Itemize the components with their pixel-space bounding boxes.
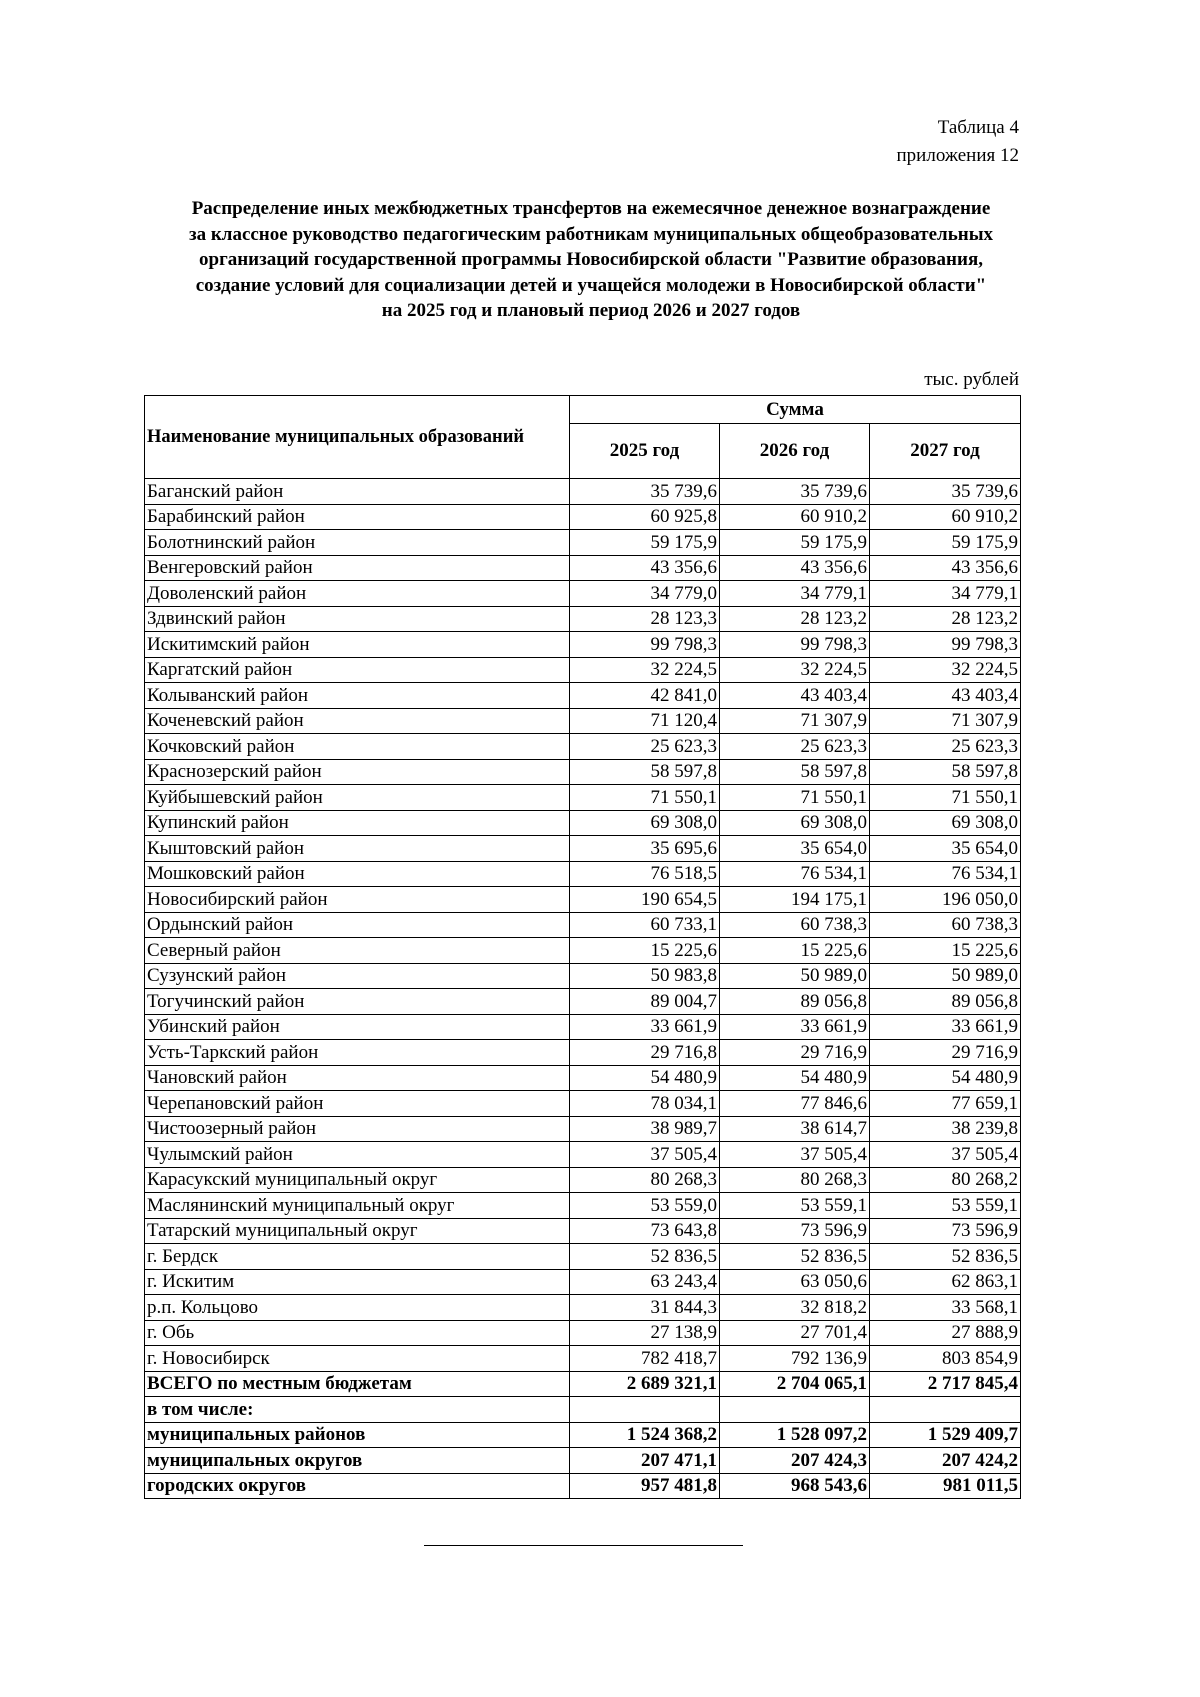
amount-cell: 43 403,4	[870, 683, 1021, 709]
amount-cell: 37 505,4	[870, 1142, 1021, 1168]
amount-cell: 196 050,0	[870, 887, 1021, 913]
table-row	[145, 861, 1021, 887]
document-title	[140, 196, 1042, 324]
table-body	[145, 479, 1021, 1499]
amount-cell: 25 623,3	[570, 734, 720, 760]
amount-cell: 32 224,5	[570, 657, 720, 683]
table-row	[145, 1473, 1021, 1499]
municipality-name-cell: Болотнинский район	[145, 530, 570, 556]
municipality-name-cell: Купинский район	[145, 810, 570, 836]
table-row	[145, 479, 1021, 505]
amount-cell: 89 056,8	[870, 989, 1021, 1015]
amount-cell: 981 011,5	[870, 1473, 1021, 1499]
amount-cell: 25 623,3	[720, 734, 870, 760]
amount-cell: 207 424,3	[720, 1448, 870, 1474]
table-row	[145, 708, 1021, 734]
amount-cell: 968 543,6	[720, 1473, 870, 1499]
title-line: организаций государственной программы Новосибирской области "Развитие образования,	[199, 249, 983, 270]
municipality-name-cell: муниципальных районов	[145, 1422, 570, 1448]
amount-cell: 782 418,7	[570, 1346, 720, 1372]
amount-cell: 34 779,1	[720, 581, 870, 607]
amount-cell: 43 403,4	[720, 683, 870, 709]
table-number: Таблица 4	[937, 117, 1019, 138]
amount-cell: 42 841,0	[570, 683, 720, 709]
amount-cell: 54 480,9	[870, 1065, 1021, 1091]
amount-cell: 803 854,9	[870, 1346, 1021, 1372]
table-row	[145, 606, 1021, 632]
amount-cell: 76 534,1	[720, 861, 870, 887]
amount-cell: 792 136,9	[720, 1346, 870, 1372]
amount-cell: 52 836,5	[870, 1244, 1021, 1270]
table-row	[145, 632, 1021, 658]
amount-cell: 69 308,0	[870, 810, 1021, 836]
amount-cell: 52 836,5	[570, 1244, 720, 1270]
amount-cell: 77 846,6	[720, 1091, 870, 1117]
table-row	[145, 759, 1021, 785]
municipality-name-cell: Доволенский район	[145, 581, 570, 607]
table-row	[145, 734, 1021, 760]
amount-cell: 50 983,8	[570, 963, 720, 989]
municipality-name-cell: Новосибирский район	[145, 887, 570, 913]
amount-cell: 59 175,9	[870, 530, 1021, 556]
table-row	[145, 530, 1021, 556]
amount-cell: 38 614,7	[720, 1116, 870, 1142]
amount-cell: 38 239,8	[870, 1116, 1021, 1142]
municipality-column-header: Наименование муниципальных образований	[145, 396, 570, 479]
amount-cell: 89 056,8	[720, 989, 870, 1015]
amount-cell	[570, 1397, 720, 1423]
amount-cell: 32 224,5	[720, 657, 870, 683]
municipality-name-cell: Северный район	[145, 938, 570, 964]
amount-cell: 28 123,3	[570, 606, 720, 632]
amount-cell: 58 597,8	[720, 759, 870, 785]
amount-cell: 53 559,1	[870, 1193, 1021, 1219]
table-row	[145, 1422, 1021, 1448]
table-row	[145, 1091, 1021, 1117]
municipality-name-cell: Мошковский район	[145, 861, 570, 887]
table-row	[145, 683, 1021, 709]
table-row	[145, 581, 1021, 607]
municipality-name-cell: Усть-Таркский район	[145, 1040, 570, 1066]
amount-cell: 54 480,9	[570, 1065, 720, 1091]
table-row	[145, 1269, 1021, 1295]
table-row	[145, 504, 1021, 530]
amount-cell: 78 034,1	[570, 1091, 720, 1117]
amount-cell: 33 568,1	[870, 1295, 1021, 1321]
amount-cell: 207 471,1	[570, 1448, 720, 1474]
amount-cell: 32 224,5	[870, 657, 1021, 683]
table-row	[145, 887, 1021, 913]
amount-cell: 73 596,9	[870, 1218, 1021, 1244]
amount-cell: 43 356,6	[720, 555, 870, 581]
year-column-header: 2027 год	[870, 424, 1021, 479]
table-row	[145, 1014, 1021, 1040]
table-row	[145, 810, 1021, 836]
municipality-name-cell: Куйбышевский район	[145, 785, 570, 811]
municipality-name-cell: Венгеровский район	[145, 555, 570, 581]
municipality-name-cell: Чулымский район	[145, 1142, 570, 1168]
table-row	[145, 989, 1021, 1015]
amount-cell: 53 559,0	[570, 1193, 720, 1219]
annex-reference: приложения 12	[896, 145, 1019, 166]
municipality-name-cell: г. Обь	[145, 1320, 570, 1346]
municipality-name-cell: р.п. Кольцово	[145, 1295, 570, 1321]
amount-cell: 207 424,2	[870, 1448, 1021, 1474]
municipality-name-cell: Тогучинский район	[145, 989, 570, 1015]
transfers-table	[144, 395, 1021, 1499]
amount-cell: 53 559,1	[720, 1193, 870, 1219]
title-line: на 2025 год и плановый период 2026 и 2027 годов	[381, 300, 801, 321]
amount-cell	[870, 1397, 1021, 1423]
table-row	[145, 555, 1021, 581]
amount-cell: 34 779,1	[870, 581, 1021, 607]
municipality-name-cell: Маслянинский муниципальный округ	[145, 1193, 570, 1219]
municipality-name-cell: Чановский район	[145, 1065, 570, 1091]
municipality-name-cell: Сузунский район	[145, 963, 570, 989]
table-row	[145, 938, 1021, 964]
sum-column-header: Сумма	[570, 396, 1021, 424]
amount-cell: 32 818,2	[720, 1295, 870, 1321]
amount-cell: 76 534,1	[870, 861, 1021, 887]
table-row	[145, 1167, 1021, 1193]
amount-cell: 35 739,6	[870, 479, 1021, 505]
table-row	[145, 963, 1021, 989]
amount-cell: 2 689 321,1	[570, 1371, 720, 1397]
table-row	[145, 785, 1021, 811]
municipality-name-cell: Барабинский район	[145, 504, 570, 530]
units-label: тыс. рублей	[924, 369, 1019, 390]
municipality-name-cell: Баганский район	[145, 479, 570, 505]
table-header	[145, 396, 1021, 479]
table-row	[145, 1065, 1021, 1091]
table-row	[145, 1397, 1021, 1423]
amount-cell: 99 798,3	[720, 632, 870, 658]
amount-cell: 1 528 097,2	[720, 1422, 870, 1448]
amount-cell: 2 704 065,1	[720, 1371, 870, 1397]
amount-cell: 59 175,9	[570, 530, 720, 556]
amount-cell: 60 738,3	[870, 912, 1021, 938]
municipality-name-cell: Колыванский район	[145, 683, 570, 709]
table-row	[145, 1116, 1021, 1142]
amount-cell: 71 550,1	[720, 785, 870, 811]
table-row	[145, 1040, 1021, 1066]
amount-cell: 34 779,0	[570, 581, 720, 607]
amount-cell: 80 268,2	[870, 1167, 1021, 1193]
amount-cell: 190 654,5	[570, 887, 720, 913]
amount-cell: 2 717 845,4	[870, 1371, 1021, 1397]
amount-cell: 71 120,4	[570, 708, 720, 734]
amount-cell: 58 597,8	[570, 759, 720, 785]
municipality-name-cell: Кочковский район	[145, 734, 570, 760]
amount-cell: 27 888,9	[870, 1320, 1021, 1346]
municipality-name-cell: г. Новосибирск	[145, 1346, 570, 1372]
amount-cell: 69 308,0	[570, 810, 720, 836]
amount-cell: 35 654,0	[870, 836, 1021, 862]
amount-cell: 35 739,6	[720, 479, 870, 505]
amount-cell: 1 524 368,2	[570, 1422, 720, 1448]
amount-cell: 76 518,5	[570, 861, 720, 887]
amount-cell: 54 480,9	[720, 1065, 870, 1091]
municipality-name-cell: городских округов	[145, 1473, 570, 1499]
amount-cell: 33 661,9	[570, 1014, 720, 1040]
amount-cell: 27 138,9	[570, 1320, 720, 1346]
amount-cell: 60 910,2	[720, 504, 870, 530]
municipality-name-cell: Здвинский район	[145, 606, 570, 632]
municipality-name-cell: Ордынский район	[145, 912, 570, 938]
municipality-name-cell: ВСЕГО по местным бюджетам	[145, 1371, 570, 1397]
amount-cell: 60 925,8	[570, 504, 720, 530]
amount-cell: 43 356,6	[870, 555, 1021, 581]
table-row	[145, 1142, 1021, 1168]
amount-cell: 35 654,0	[720, 836, 870, 862]
amount-cell: 60 738,3	[720, 912, 870, 938]
title-line: создание условий для социализации детей и учащейся молодежи в Новосибирской области"	[195, 274, 987, 296]
amount-cell: 80 268,3	[570, 1167, 720, 1193]
table-row	[145, 912, 1021, 938]
amount-cell: 29 716,8	[570, 1040, 720, 1066]
amount-cell: 58 597,8	[870, 759, 1021, 785]
amount-cell: 35 739,6	[570, 479, 720, 505]
amount-cell: 62 863,1	[870, 1269, 1021, 1295]
municipality-name-cell: Карасукский муниципальный округ	[145, 1167, 570, 1193]
amount-cell: 15 225,6	[570, 938, 720, 964]
amount-cell: 37 505,4	[570, 1142, 720, 1168]
amount-cell: 1 529 409,7	[870, 1422, 1021, 1448]
amount-cell: 38 989,7	[570, 1116, 720, 1142]
amount-cell	[720, 1397, 870, 1423]
amount-cell: 29 716,9	[870, 1040, 1021, 1066]
municipality-name-cell: Черепановский район	[145, 1091, 570, 1117]
amount-cell: 50 989,0	[720, 963, 870, 989]
year-column-header: 2025 год	[570, 424, 720, 479]
amount-cell: 59 175,9	[720, 530, 870, 556]
table-row	[145, 836, 1021, 862]
amount-cell: 80 268,3	[720, 1167, 870, 1193]
municipality-name-cell: Краснозерский район	[145, 759, 570, 785]
amount-cell: 71 550,1	[870, 785, 1021, 811]
amount-cell: 52 836,5	[720, 1244, 870, 1270]
amount-cell: 28 123,2	[720, 606, 870, 632]
table-row	[145, 1448, 1021, 1474]
municipality-name-cell: Искитимский район	[145, 632, 570, 658]
amount-cell: 50 989,0	[870, 963, 1021, 989]
amount-cell: 37 505,4	[720, 1142, 870, 1168]
year-column-header: 2026 год	[720, 424, 870, 479]
municipality-name-cell: г. Искитим	[145, 1269, 570, 1295]
amount-cell: 71 307,9	[870, 708, 1021, 734]
table-row	[145, 1320, 1021, 1346]
municipality-name-cell: Кыштовский район	[145, 836, 570, 862]
amount-cell: 957 481,8	[570, 1473, 720, 1499]
amount-cell: 27 701,4	[720, 1320, 870, 1346]
title-line: за классное руководство педагогическим работникам муниципальных общеобразовательных	[188, 223, 994, 245]
municipality-name-cell: Убинский район	[145, 1014, 570, 1040]
amount-cell: 33 661,9	[720, 1014, 870, 1040]
end-separator-line	[424, 1545, 743, 1546]
amount-cell: 33 661,9	[870, 1014, 1021, 1040]
amount-cell: 69 308,0	[720, 810, 870, 836]
amount-cell: 28 123,2	[870, 606, 1021, 632]
municipality-name-cell: Каргатский район	[145, 657, 570, 683]
amount-cell: 60 910,2	[870, 504, 1021, 530]
amount-cell: 29 716,9	[720, 1040, 870, 1066]
amount-cell: 43 356,6	[570, 555, 720, 581]
amount-cell: 35 695,6	[570, 836, 720, 862]
table-row	[145, 1295, 1021, 1321]
table-row	[145, 657, 1021, 683]
table-row	[145, 1346, 1021, 1372]
municipality-name-cell: Татарский муниципальный округ	[145, 1218, 570, 1244]
amount-cell: 63 243,4	[570, 1269, 720, 1295]
amount-cell: 25 623,3	[870, 734, 1021, 760]
amount-cell: 60 733,1	[570, 912, 720, 938]
amount-cell: 73 643,8	[570, 1218, 720, 1244]
amount-cell: 73 596,9	[720, 1218, 870, 1244]
amount-cell: 71 307,9	[720, 708, 870, 734]
amount-cell: 99 798,3	[870, 632, 1021, 658]
amount-cell: 31 844,3	[570, 1295, 720, 1321]
table-row	[145, 1218, 1021, 1244]
amount-cell: 71 550,1	[570, 785, 720, 811]
amount-cell: 15 225,6	[720, 938, 870, 964]
table-row	[145, 1244, 1021, 1270]
amount-cell: 77 659,1	[870, 1091, 1021, 1117]
amount-cell: 89 004,7	[570, 989, 720, 1015]
municipality-name-cell: муниципальных округов	[145, 1448, 570, 1474]
municipality-name-cell: Коченевский район	[145, 708, 570, 734]
municipality-name-cell: Чистоозерный район	[145, 1116, 570, 1142]
amount-cell: 194 175,1	[720, 887, 870, 913]
amount-cell: 15 225,6	[870, 938, 1021, 964]
amount-cell: 63 050,6	[720, 1269, 870, 1295]
table-row	[145, 1193, 1021, 1219]
amount-cell: 99 798,3	[570, 632, 720, 658]
title-line: Распределение иных межбюджетных трансфертов на ежемесячное денежное вознаграждение	[191, 198, 991, 219]
municipality-name-cell: в том числе:	[145, 1397, 570, 1423]
municipality-name-cell: г. Бердск	[145, 1244, 570, 1270]
table-row	[145, 1371, 1021, 1397]
